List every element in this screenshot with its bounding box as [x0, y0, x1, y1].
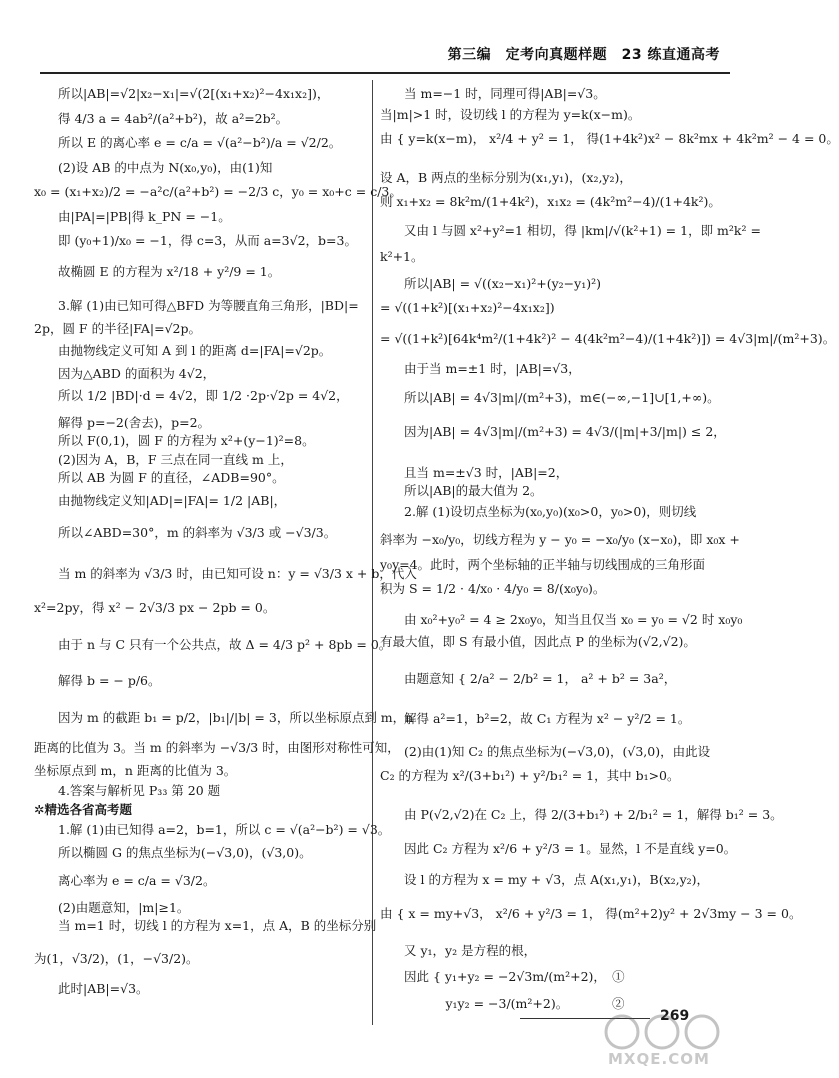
text-line: 当|m|>1 时，设切线 l 的方程为 y=k(x−m)。	[380, 106, 641, 122]
text-line: 设 l 的方程为 x = my + √3，点 A(x₁,y₁)，B(x₂,y₂)，	[404, 871, 710, 887]
text-line: 由 P(√2,√2)在 C₂ 上，得 2/(3+b₁²) + 2/b₁² = 1，解得 b₁² = 3。	[404, 806, 783, 822]
text-line: (2)由题意知，|m|≥1。	[58, 899, 190, 915]
text-line: 当 m=1 时，切线 l 的方程为 x=1，点 A，B 的坐标分别	[58, 918, 377, 933]
text-line: 4.答案与解析见 P₃₃ 第 20 题	[58, 783, 221, 798]
text-line: 设 A，B 两点的坐标分别为(x₁,y₁)，(x₂,y₂)，	[380, 169, 632, 185]
text-line: (2)由(1)知 C₂ 的焦点坐标为(−√3,0)，(√3,0)，由此设	[404, 743, 711, 759]
right-column	[380, 86, 839, 1018]
text-line: = √((1+k²)[(x₁+x₂)²−4x₁x₂])	[380, 300, 555, 315]
text-line: 离心率为 e = c/a = √3/2。	[58, 873, 216, 888]
text-line: 有最大值，即 S 有最小值，因此点 P 的坐标为(√2,√2)。	[380, 634, 696, 649]
text-line: 因此 C₂ 方程为 x²/6 + y²/3 = 1。显然，l 不是直线 y=0。	[404, 841, 737, 856]
text-line: 3.解 (1)由已知可得△BFD 为等腰直角三角形，|BD|=	[58, 298, 359, 313]
text-line: 由抛物线定义知|AD|=|FA|= 1/2 |AB|，	[58, 492, 287, 508]
column-divider	[372, 80, 373, 1025]
text-line: (2)因为 A，B，F 三点在同一直线 m 上，	[58, 451, 293, 467]
text-line: = √((1+k²)[64k⁴m²/(1+4k²)² − 4(4k²m²−4)/(1+4k²)]) = 4√3|m|/(m²+3)。	[380, 330, 836, 346]
text-line: 由|PA|=|PB|得 k_PN = −1。	[58, 208, 231, 224]
text-line: 积为 S = 1/2 · 4/x₀ · 4/y₀ = 8/(x₀y₀)。	[380, 581, 606, 596]
text-line: 得 4/3 a = 4ab²/(a²+b²)，故 a²=2b²。	[58, 110, 289, 126]
text-line: y₁y₂ = −3/(m²+2)。 ②	[404, 995, 625, 1011]
page-header: 第三编 定考向真题样题 23 练直通高考	[447, 47, 720, 63]
text-line: 因为 m 的截距 b₁ = p/2，|b₁|/|b| = 3，所以坐标原点到 m，n	[58, 709, 414, 725]
text-line: 则 x₁+x₂ = 8k²m/(1+4k²)，x₁x₂ = (4k²m²−4)/(1+4k²)。	[380, 194, 721, 209]
page-number: 269	[660, 1008, 690, 1024]
text-line: 由 { x = my+√3， x²/6 + y²/3 = 1， 得(m²+2)y² + 2√3my − 3 = 0。	[380, 906, 802, 921]
text-line: 且当 m=±√3 时，|AB|=2，	[404, 464, 569, 480]
header-rule	[40, 72, 730, 74]
text-line: 即 (y₀+1)/x₀ = −1，得 c=3，从而 a=3√2，b=3。	[58, 233, 357, 248]
text-line: 所以 AB 为圆 F 的直径，∠ADB=90°。	[58, 470, 285, 485]
text-line: k²+1。	[380, 249, 424, 264]
text-line: 解得 p=−2(舍去)，p=2。	[58, 414, 211, 430]
text-line: 2.解 (1)设切点坐标为(x₀,y₀)(x₀>0，y₀>0)，则切线	[404, 503, 697, 519]
text-line: 由 { y=k(x−m)， x²/4 + y² = 1， 得(1+4k²)x² − 8k²mx + 4k²m² − 4 = 0。	[380, 131, 839, 146]
text-line: 此时|AB|=√3。	[58, 981, 149, 996]
watermark	[600, 1012, 740, 1072]
text-line: 故椭圆 E 的方程为 x²/18 + y²/9 = 1。	[58, 263, 281, 279]
text-line: 当 m 的斜率为 √3/3 时，由已知可设 n：y = √3/3 x + b，代入	[58, 565, 417, 581]
text-line: 因为|AB| = 4√3|m|/(m²+3) = 4√3/(|m|+3/|m|) ≤ 2，	[404, 424, 726, 439]
text-line: 所以|AB| = 4√3|m|/(m²+3)，m∈(−∞,−1]∪[1,+∞)。	[404, 389, 720, 405]
text-line: 为(1，√3/2)，(1，−√3/2)。	[34, 950, 199, 966]
text-line: 由题意知 { 2/a² − 2/b² = 1， a² + b² = 3a²，	[404, 670, 677, 686]
text-line: 1.解 (1)由已知得 a=2，b=1，所以 c = √(a²−b²) = √3。	[58, 822, 391, 837]
text-line: 所以|AB|的最大值为 2。	[404, 483, 543, 498]
text-line: 所以 E 的离心率 e = c/a = √(a²−b²)/a = √2/2。	[58, 135, 342, 150]
text-line: ✲精选各省高考题	[34, 801, 132, 817]
text-line: 由抛物线定义可知 A 到 l 的距离 d=|FA|=√2p。	[58, 343, 332, 358]
watermark-logo-icon	[600, 1012, 740, 1052]
text-line: 由于当 m=±1 时，|AB|=√3，	[404, 361, 581, 376]
text-line: 因此 { y₁+y₂ = −2√3m/(m²+2)， ①	[404, 969, 625, 984]
text-line: 距离的比值为 3。当 m 的斜率为 −√3/3 时，由图形对称性可知，	[34, 740, 400, 755]
text-line: 由 x₀²+y₀² = 4 ≥ 2x₀y₀，知当且仅当 x₀ = y₀ = √2 时 x₀y₀	[404, 611, 743, 627]
text-line: 解得 b = − p/6。	[58, 673, 161, 688]
text-line: C₂ 的方程为 x²/(3+b₁²) + y²/b₁² = 1，其中 b₁>0。	[380, 768, 680, 783]
text-line: 当 m=−1 时，同理可得|AB|=√3。	[404, 86, 606, 101]
text-line: 斜率为 −x₀/y₀，切线方程为 y − y₀ = −x₀/y₀ (x−x₀)，即 x₀x +	[380, 532, 740, 547]
text-line: 又 y₁，y₂ 是方程的根，	[404, 942, 537, 958]
text-line: y₀y=4。此时，两个坐标轴的正半轴与切线围成的三角形面	[380, 556, 706, 572]
text-line: 所以 F(0,1)，圆 F 的方程为 x²+(y−1)²=8。	[58, 433, 315, 448]
text-line: 由于 n 与 C 只有一个公共点，故 Δ = 4/3 p² + 8pb = 0。	[58, 636, 392, 652]
text-line: 2p，圆 F 的半径|FA|=√2p。	[34, 320, 202, 336]
text-line: 所以|AB|=√2|x₂−x₁|=√(2[(x₁+x₂)²−4x₁x₂])，	[58, 86, 330, 101]
text-line: 所以 1/2 |BD|·d = 4√2，即 1/2 ·2p·√2p = 4√2，	[58, 388, 349, 403]
text-line: 所以|AB| = √((x₂−x₁)²+(y₂−y₁)²)	[404, 275, 601, 291]
text-line: 解得 a²=1，b²=2，故 C₁ 方程为 x² − y²/2 = 1。	[404, 711, 691, 726]
text-line: 所以∠ABD=30°，m 的斜率为 √3/3 或 −√3/3。	[58, 525, 337, 540]
text-line: x₀ = (x₁+x₂)/2 = −a²c/(a²+b²) = −2/3 c，y₀ = x₀+c = c/3。	[34, 184, 402, 199]
text-line: 又由 l 与圆 x²+y²=1 相切，得 |km|/√(k²+1) = 1，即 m²k² =	[404, 222, 761, 238]
text-line: x²=2py，得 x² − 2√3/3 px − 2pb = 0。	[34, 600, 276, 615]
text-line: 坐标原点到 m，n 距离的比值为 3。	[34, 762, 237, 778]
text-line: 因为△ABD 的面积为 4√2，	[58, 365, 216, 381]
watermark-text: MXQE.COM	[608, 1050, 710, 1068]
text-line: (2)设 AB 的中点为 N(x₀,y₀)，由(1)知	[58, 159, 273, 175]
text-line: 所以椭圆 G 的焦点坐标为(−√3,0)，(√3,0)。	[58, 844, 312, 860]
